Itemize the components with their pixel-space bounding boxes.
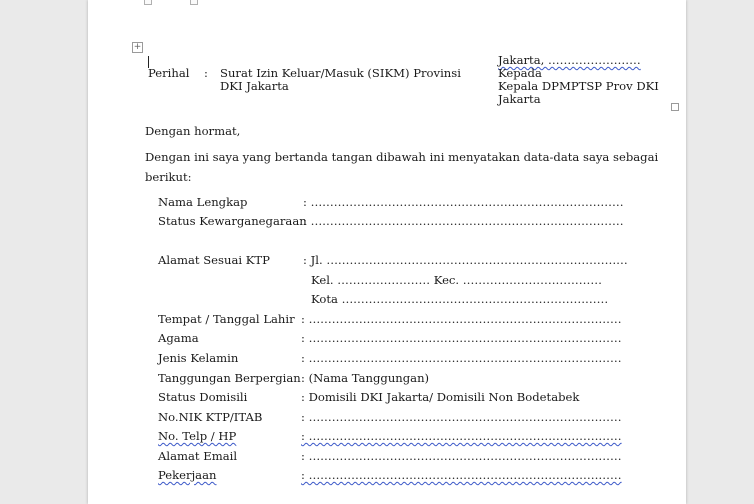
field-value-nama: : ………………………………………………………………………	[303, 195, 624, 209]
field-label-telp: No. Telp / HP	[158, 429, 237, 443]
field-value-alamat-kel-kec: Kel. …………………… Kec. ………………………………	[311, 273, 602, 287]
field-value-nik: : ………………………………………………………………………	[301, 410, 622, 424]
perihal-colon: :	[204, 66, 208, 80]
field-value-alamat-kota: Kota ……………………………………………………………	[311, 292, 609, 306]
table-move-handle-icon[interactable]: +	[133, 42, 142, 52]
greeting: Dengan hormat,	[145, 124, 241, 138]
field-value-pekerjaan: : ………………………………………………………………………	[301, 468, 622, 482]
document-page[interactable]	[88, 0, 686, 504]
top-margin-marker	[190, 0, 198, 5]
field-label-agama: Agama	[158, 331, 199, 345]
intro-line1: Dengan ini saya yang bertanda tangan dibawah ini menyatakan data-data saya sebagai	[145, 150, 659, 164]
field-value-ttl: : ………………………………………………………………………	[301, 312, 622, 326]
table-resize-handle[interactable]	[671, 103, 679, 111]
field-value-kewarganegaraan: : ………………………………………………………………………	[303, 214, 624, 228]
kepada-label: Kepada	[498, 66, 542, 80]
perihal-subject-line2: DKI Jakarta	[220, 79, 289, 93]
field-label-pekerjaan: Pekerjaan	[158, 468, 217, 482]
field-label-alamat-ktp: Alamat Sesuai KTP	[158, 253, 270, 267]
perihal-label: Perihal	[148, 66, 190, 80]
field-label-tanggungan: Tanggungan Berpergian	[158, 371, 301, 385]
field-value-jenis-kelamin: : ………………………………………………………………………	[301, 351, 622, 365]
recipient-line1: Kepala DPMPTSP Prov DKI	[498, 79, 659, 93]
intro-line2: berikut:	[145, 170, 192, 184]
recipient-line2: Jakarta	[498, 92, 541, 106]
field-value-alamat-jl: : Jl. ……………………………………………………………………	[303, 253, 628, 267]
field-value-agama: : ………………………………………………………………………	[301, 331, 622, 345]
field-label-jenis-kelamin: Jenis Kelamin	[158, 351, 239, 365]
field-label-kewarganegaraan: Status Kewarganegaraan	[158, 214, 307, 228]
field-value-email: : ………………………………………………………………………	[301, 449, 622, 463]
field-value-telp: : ………………………………………………………………………	[301, 429, 622, 443]
field-label-ttl: Tempat / Tanggal Lahir	[158, 312, 295, 326]
top-margin-marker	[144, 0, 152, 5]
field-label-domisili: Status Domisili	[158, 390, 248, 404]
field-value-tanggungan: : (Nama Tanggungan)	[301, 371, 430, 385]
field-label-email: Alamat Email	[158, 449, 238, 463]
perihal-subject-line1: Surat Izin Keluar/Masuk (SIKM) Provinsi	[220, 66, 461, 80]
field-label-nama: Nama Lengkap	[158, 195, 248, 209]
field-label-nik: No.NIK KTP/ITAB	[158, 410, 263, 424]
field-value-domisili: : Domisili DKI Jakarta/ Domisili Non Bodetabek	[301, 390, 580, 404]
place-date: Jakarta, ……………………	[498, 53, 641, 67]
